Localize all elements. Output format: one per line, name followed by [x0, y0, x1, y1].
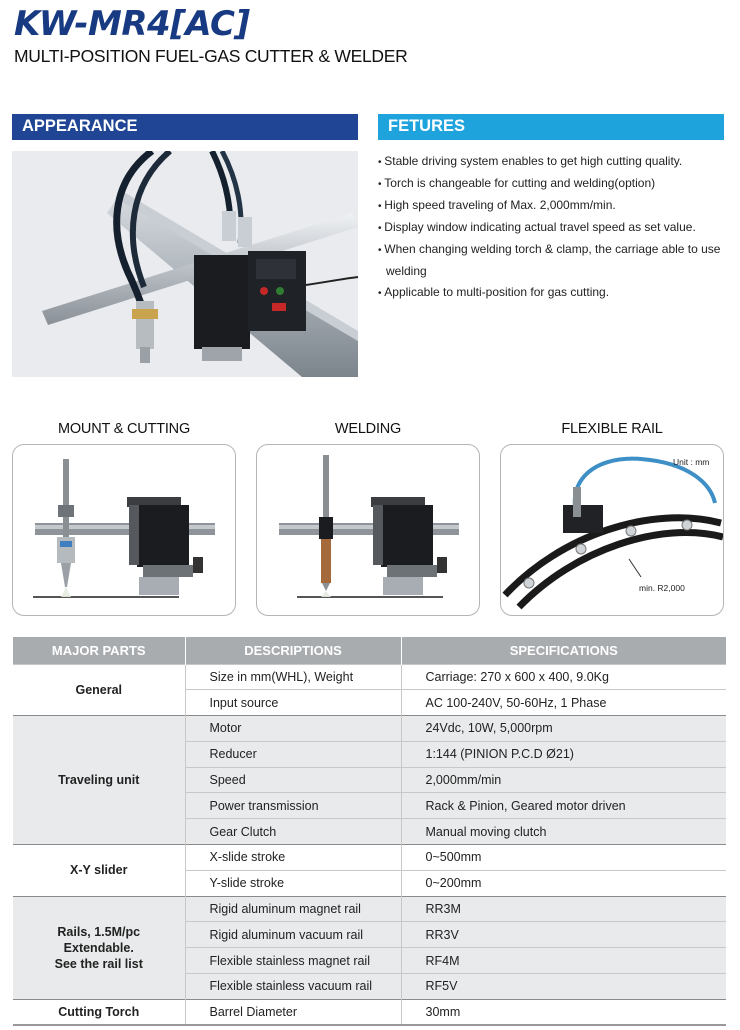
- header-major-parts: MAJOR PARTS: [13, 637, 185, 664]
- row-specification: Manual moving clutch: [401, 819, 726, 845]
- row-specification: 0~500mm: [401, 845, 726, 871]
- row-specification: Carriage: 270 x 600 x 400, 9.0Kg: [401, 664, 726, 690]
- table-row: [13, 716, 726, 742]
- row-description: Speed: [185, 767, 401, 793]
- row-description: Input source: [185, 690, 401, 716]
- row-specification: 1:144 (PINION P.C.D Ø21): [401, 741, 726, 767]
- group-label: General: [13, 664, 185, 716]
- table-row: [13, 845, 726, 871]
- row-description: Reducer: [185, 741, 401, 767]
- feature-item: • Stable driving system enables to get high cutting quality.: [378, 151, 728, 173]
- row-description: Rigid aluminum magnet rail: [185, 896, 401, 922]
- row-specification: RR3M: [401, 896, 726, 922]
- group-label: Cutting Torch: [13, 999, 185, 1025]
- feature-item: • High speed traveling of Max. 2,000mm/min.: [378, 195, 728, 217]
- row-specification: RF4M: [401, 948, 726, 974]
- specifications-table: [13, 637, 726, 1026]
- appearance-section-header: APPEARANCE: [12, 114, 358, 140]
- row-description: Flexible stainless vacuum rail: [185, 974, 401, 1000]
- row-description: Barrel Diameter: [185, 999, 401, 1025]
- table-row: [13, 896, 726, 922]
- unit-note: Unit : mm: [673, 457, 710, 467]
- mount-cutting-panel: [12, 444, 236, 616]
- group-label: Traveling unit: [13, 716, 185, 845]
- table-row: [13, 664, 726, 690]
- mount-cutting-caption: MOUNT & CUTTING: [57, 421, 191, 437]
- features-section-header: FETURES: [378, 114, 724, 140]
- row-specification: RF5V: [401, 974, 726, 1000]
- row-description: Power transmission: [185, 793, 401, 819]
- row-description: Flexible stainless magnet rail: [185, 948, 401, 974]
- radius-note: min. R2,000: [639, 583, 685, 593]
- group-label: X-Y slider: [13, 845, 185, 897]
- feature-item: • Display window indicating actual travel speed as set value.: [378, 217, 728, 239]
- row-specification: 30mm: [401, 999, 726, 1025]
- feature-item: • When changing welding torch & clamp, the carriage able to use welding: [378, 239, 728, 282]
- product-title: KW-MR4[AC]: [14, 4, 250, 44]
- row-specification: RR3V: [401, 922, 726, 948]
- row-description: Size in mm(WHL), Weight: [185, 664, 401, 690]
- flexible-rail-panel: [500, 444, 724, 616]
- row-specification: AC 100-240V, 50-60Hz, 1 Phase: [401, 690, 726, 716]
- welding-panel: [256, 444, 480, 616]
- row-description: Y-slide stroke: [185, 870, 401, 896]
- row-description: Gear Clutch: [185, 819, 401, 845]
- table-row: [13, 999, 726, 1025]
- row-description: X-slide stroke: [185, 845, 401, 871]
- row-specification: 2,000mm/min: [401, 767, 726, 793]
- header-descriptions: DESCRIPTIONS: [185, 637, 401, 664]
- feature-item: • Applicable to multi-position for gas cutting.: [378, 282, 728, 304]
- row-specification: 24Vdc, 10W, 5,000rpm: [401, 716, 726, 742]
- product-photo: [12, 151, 358, 377]
- row-description: Motor: [185, 716, 401, 742]
- row-specification: Rack & Pinion, Geared motor driven: [401, 793, 726, 819]
- group-label: Rails, 1.5M/pc Extendable. See the rail list: [13, 896, 185, 999]
- feature-list: [378, 151, 728, 304]
- header-specifications: SPECIFICATIONS: [401, 637, 726, 664]
- welding-caption: WELDING: [334, 421, 402, 437]
- feature-item: • Torch is changeable for cutting and welding(option): [378, 173, 728, 195]
- row-specification: 0~200mm: [401, 870, 726, 896]
- flexible-rail-caption: FLEXIBLE RAIL: [561, 421, 663, 437]
- row-description: Rigid aluminum vacuum rail: [185, 922, 401, 948]
- product-subtitle: MULTI-POSITION FUEL-GAS CUTTER & WELDER: [14, 46, 408, 66]
